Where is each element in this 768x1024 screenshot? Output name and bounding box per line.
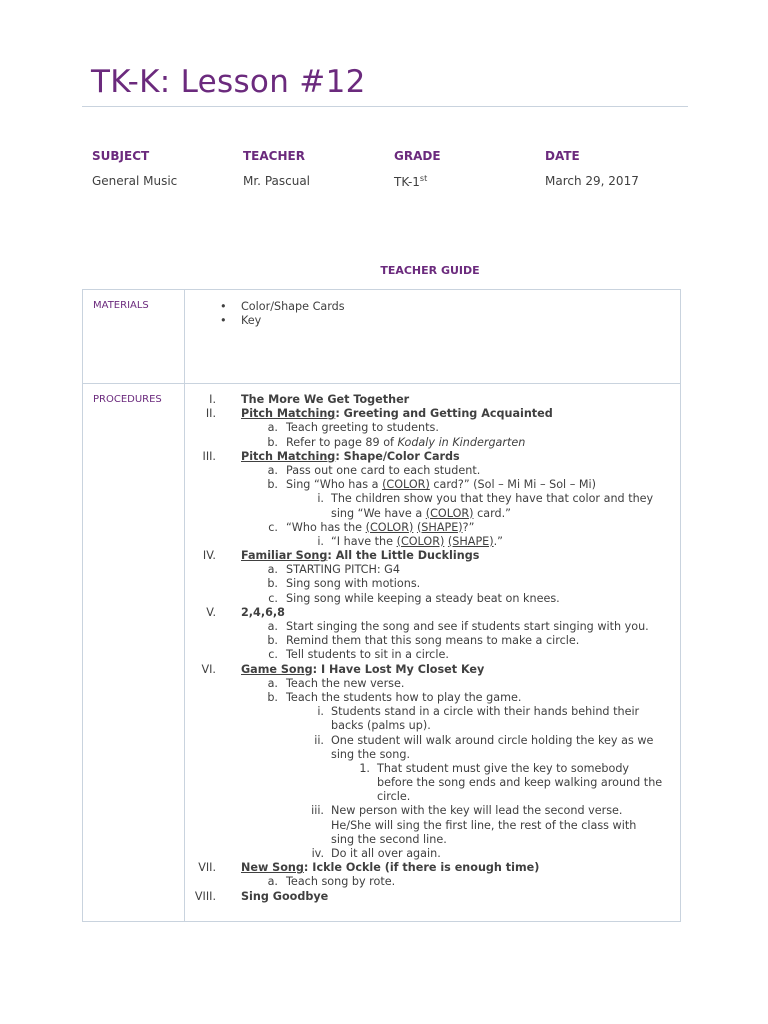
materials-label: MATERIALS <box>93 300 149 311</box>
item-letter: b. <box>267 690 278 704</box>
item-text: Teach greeting to students. <box>286 421 439 435</box>
list-item <box>185 847 680 861</box>
list-item <box>185 535 680 549</box>
step-category: Game Song <box>241 662 313 676</box>
procedure-step <box>185 407 680 421</box>
item-letter: c. <box>268 520 278 534</box>
item-letter: a. <box>267 463 278 477</box>
item-number: 1. <box>359 761 370 775</box>
step-title <box>241 861 539 875</box>
procedures-content-cell <box>185 384 681 922</box>
item-text: circle. <box>377 790 411 804</box>
color-placeholder: (COLOR) <box>425 506 474 520</box>
lesson-table <box>82 289 681 922</box>
color-placeholder: (COLOR) <box>365 520 414 534</box>
title-divider <box>82 106 688 107</box>
list-item <box>185 705 680 719</box>
item-text: Students stand in a circle with their hands behind their <box>331 705 640 719</box>
item-text: Remind them that this song means to make a circle. <box>286 634 580 648</box>
item-text <box>286 521 474 535</box>
item-roman: i. <box>317 705 324 719</box>
shape-placeholder: (SHAPE) <box>416 520 463 534</box>
procedure-step <box>185 663 680 677</box>
step-number: I. <box>209 393 216 406</box>
item-text <box>286 436 525 450</box>
item-letter: c. <box>268 591 278 605</box>
teacher-label: TEACHER <box>243 149 305 163</box>
item-text: Start singing the song and see if students start singing with you. <box>286 620 649 633</box>
text-part: card?” (Sol – Mi Mi – Sol – Mi) <box>429 478 596 492</box>
color-placeholder: (COLOR) <box>396 534 445 548</box>
item-text: He/She will sing the first line, the rest of the class with <box>331 818 637 832</box>
step-title <box>241 450 460 464</box>
list-item <box>185 620 680 634</box>
list-item: • Key <box>241 314 680 328</box>
item-letter: a. <box>267 676 278 690</box>
item-text-main: Refer to page 89 of <box>286 435 398 449</box>
procedure-step <box>185 861 680 875</box>
page-title: TK-K: Lesson #12 <box>91 64 366 100</box>
text-part: “Who has the <box>286 520 366 534</box>
item-text: Teach the students how to play the game. <box>286 690 522 704</box>
step-title <box>241 549 479 563</box>
item-letter: c. <box>268 648 278 662</box>
item-roman: iv. <box>311 847 324 860</box>
procedure-step <box>185 890 680 904</box>
text-part: Sing “Who has a <box>286 478 383 492</box>
step-title: 2,4,6,8 <box>241 605 285 619</box>
procedure-step <box>185 606 680 620</box>
list-item <box>185 734 680 748</box>
step-category: Pitch Matching <box>241 407 336 421</box>
item-letter: a. <box>267 875 278 889</box>
subject-label: SUBJECT <box>92 149 150 163</box>
grade-superscript: st <box>419 174 428 183</box>
list-item <box>185 421 680 435</box>
procedures-label: PROCEDURES <box>93 394 162 405</box>
step-number: III. <box>202 449 216 463</box>
list-item <box>185 478 680 492</box>
item-roman: i. <box>317 492 324 506</box>
step-title-text: : I Have Lost My Closet Key <box>312 662 485 676</box>
item-text: Sing song while keeping a steady beat on knees. <box>286 591 560 605</box>
date-value: March 29, 2017 <box>545 174 639 188</box>
step-title-text: : Ickle Ockle (if there is enough time) <box>303 861 540 875</box>
step-number: VIII. <box>194 889 216 903</box>
list-item-continued <box>185 719 680 733</box>
list-item <box>185 804 680 818</box>
text-part: card.” <box>473 506 511 520</box>
step-category: New Song <box>241 861 304 875</box>
step-title: Sing Goodbye <box>241 889 329 903</box>
step-number: VII. <box>198 861 216 875</box>
item-roman: i. <box>317 534 324 548</box>
shape-placeholder: (SHAPE) <box>447 534 494 548</box>
step-title-text: : Greeting and Getting Acquainted <box>335 407 553 421</box>
text-part: ?” <box>462 520 475 534</box>
list-item-continued <box>185 776 680 790</box>
item-letter: a. <box>267 620 278 633</box>
item-letter: b. <box>267 478 278 492</box>
list-item <box>185 436 680 450</box>
text-part: “I have the <box>331 534 397 548</box>
procedure-step <box>185 549 680 563</box>
item-text: The children show you that they have that color and they <box>331 492 654 506</box>
item-roman: ii. <box>314 733 324 747</box>
step-number: V. <box>206 605 216 619</box>
list-item-continued <box>185 790 680 804</box>
date-block <box>545 149 639 188</box>
step-number: II. <box>205 407 216 421</box>
item-text <box>331 507 511 521</box>
list-item <box>185 634 680 648</box>
subject-value: General Music <box>92 174 178 188</box>
procedures-row <box>83 384 681 922</box>
item-text: Sing song with motions. <box>286 577 421 591</box>
teacher-guide-heading: TEACHER GUIDE <box>380 264 480 277</box>
teacher-value: Mr. Pascual <box>243 174 311 188</box>
list-item-continued <box>185 507 680 521</box>
item-letter: a. <box>267 421 278 435</box>
item-text: Pass out one card to each student. <box>286 463 481 477</box>
materials-content-cell <box>185 290 681 384</box>
text-part: sing “We have a <box>331 506 426 520</box>
step-title <box>241 663 484 677</box>
list-item <box>185 492 680 506</box>
color-placeholder: (COLOR) <box>382 478 430 492</box>
step-title-text: : Shape/Color Cards <box>335 449 460 463</box>
list-item-continued <box>185 748 680 762</box>
item-text: Do it all over again. <box>331 847 441 860</box>
item-letter: b. <box>267 577 278 591</box>
procedure-step <box>185 393 680 407</box>
item-text: backs (palms up). <box>331 719 431 733</box>
item-text: sing the song. <box>331 747 411 761</box>
grade-text: TK-1 <box>394 175 420 189</box>
materials-label-cell <box>83 290 185 384</box>
list-item <box>185 577 680 591</box>
item-roman: iii. <box>311 804 324 818</box>
materials-row <box>83 290 681 384</box>
item-letter: b. <box>267 435 278 449</box>
teacher-block <box>243 149 310 188</box>
procedure-step <box>185 450 680 464</box>
grade-value <box>394 174 441 189</box>
item-text: Teach the new verse. <box>286 676 405 690</box>
procedures-label-cell <box>83 384 185 922</box>
item-text: Teach song by rote. <box>286 875 396 889</box>
item-letter: a. <box>267 563 278 577</box>
item-text: That student must give the key to somebody <box>377 761 630 775</box>
item-text <box>286 478 596 492</box>
list-item <box>185 691 680 705</box>
item-text <box>331 535 503 549</box>
grade-label: GRADE <box>394 149 441 163</box>
materials-list <box>185 290 680 328</box>
item-text: before the song ends and keep walking around the <box>377 776 663 790</box>
step-title <box>241 407 553 421</box>
list-item <box>185 521 680 535</box>
step-category: Familiar Song <box>241 549 328 563</box>
list-item <box>185 875 680 889</box>
item-text: Tell students to sit in a circle. <box>286 648 449 662</box>
step-number: IV. <box>202 549 216 563</box>
list-item <box>185 563 680 577</box>
list-item-continued <box>185 833 680 847</box>
item-letter: b. <box>267 634 278 648</box>
list-item <box>185 762 680 776</box>
step-number: VI. <box>201 662 216 676</box>
text-part: .” <box>493 534 503 548</box>
item-text: New person with the key will lead the second verse. <box>331 804 623 818</box>
list-item <box>185 648 680 662</box>
item-text: One student will walk around circle holding the key as we <box>331 733 654 747</box>
list-item <box>185 464 680 478</box>
step-category: Pitch Matching <box>241 449 336 463</box>
list-item <box>185 592 680 606</box>
item-text: STARTING PITCH: G4 <box>286 563 400 577</box>
list-item: • Color/Shape Cards <box>241 300 680 314</box>
list-item-continued <box>185 819 680 833</box>
grade-block <box>394 149 441 189</box>
step-title: The More We Get Together <box>241 393 410 406</box>
book-title: Kodaly in Kindergarten <box>397 435 526 449</box>
list-item <box>185 677 680 691</box>
date-label: DATE <box>545 149 580 163</box>
subject-block <box>92 149 177 188</box>
step-title-text: : All the Little Ducklings <box>327 549 480 563</box>
item-text: sing the second line. <box>331 832 447 846</box>
